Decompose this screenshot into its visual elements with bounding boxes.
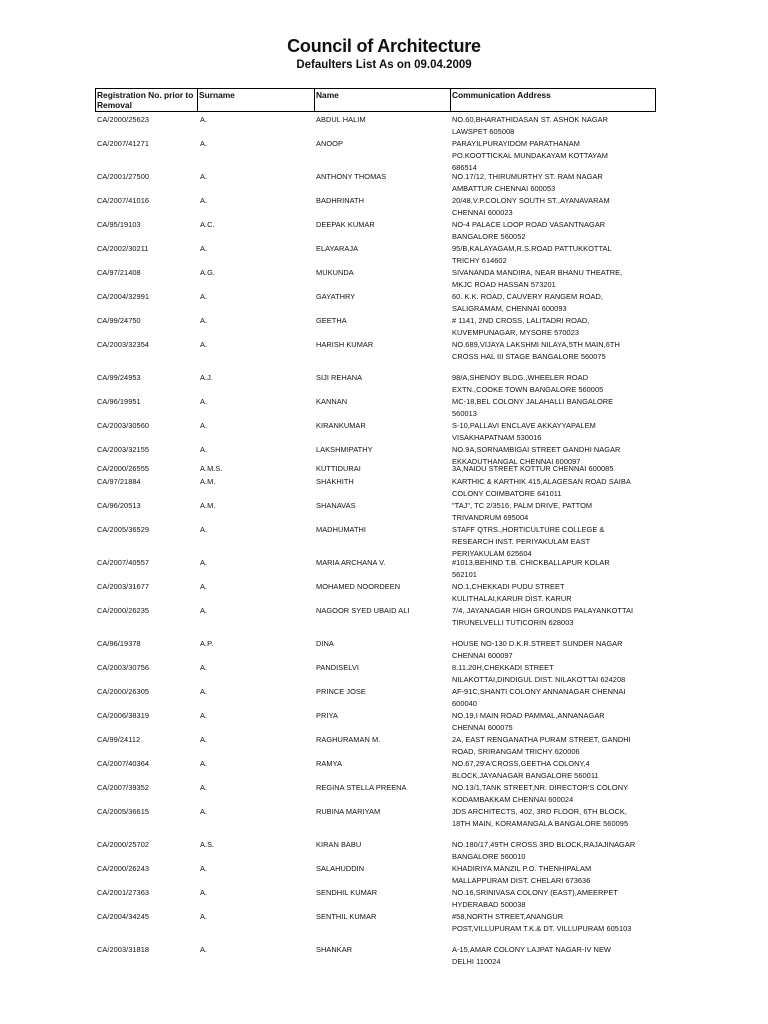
name: REGINA STELLA PREENA: [316, 783, 407, 792]
address-line: PO.KOOTTICKAL MUNDAKAYAM KOTTAYAM: [452, 151, 608, 161]
surname: A.: [200, 864, 208, 873]
address-line: KUVEMPUNAGAR, MYSORE 570023: [452, 328, 580, 338]
name: RAMYA: [316, 759, 342, 768]
surname: A.M.: [200, 477, 216, 486]
address-line: NO.1,CHEKKADI PUDU STREET: [452, 582, 565, 591]
address-line: 560013: [452, 409, 477, 419]
communication-address: [452, 339, 664, 363]
address-line: 18TH MAIN, KORAMANGALA BANGALORE 560095: [452, 819, 629, 829]
address-line: KHADIRIYA MANZIL P.O. THENHIPALAM: [452, 864, 592, 873]
communication-address: [452, 710, 664, 734]
communication-address: [452, 463, 664, 475]
name: PRINCE JOSE: [316, 687, 366, 696]
name: BADHRINATH: [316, 196, 364, 205]
address-line: NO-4 PALACE LOOP ROAD VASANTNAGAR: [452, 220, 606, 229]
surname: A.: [200, 759, 208, 768]
communication-address: [452, 758, 664, 782]
registration-no: CA/2007/41016: [97, 196, 150, 205]
registration-no: CA/2006/38319: [97, 711, 150, 720]
communication-address: [452, 605, 664, 629]
surname: A.: [200, 888, 208, 897]
registration-no: CA/2000/26305: [97, 687, 150, 696]
name: KIRANKUMAR: [316, 421, 366, 430]
address-line: SIVANANDA MANDIRA, NEAR BHANU THEATRE,: [452, 268, 623, 277]
registration-no: CA/2007/39352: [97, 783, 150, 792]
communication-address: [452, 581, 664, 605]
registration-no: CA/2003/32155: [97, 445, 150, 454]
address-line: #1013,BEHIND T.B. CHICKBALLAPUR KOLAR: [452, 558, 610, 567]
header-registration: Registration No. prior to Removal: [96, 89, 198, 111]
communication-address: [452, 420, 664, 444]
address-line: 686514: [452, 163, 477, 173]
address-line: EKKADUTHANGAL CHENNAI 600097: [452, 457, 581, 467]
address-line: CHENNAI 600075: [452, 723, 513, 733]
address-line: BANGALORE 560010: [452, 852, 526, 862]
name: MADHUMATHI: [316, 525, 367, 534]
registration-no: CA/96/20513: [97, 501, 141, 510]
surname: A.: [200, 340, 208, 349]
address-line: NO.180/17,49TH CROSS 3RD BLOCK,RAJAJINAGAR: [452, 840, 636, 849]
communication-address: [452, 476, 664, 500]
communication-address: [452, 267, 664, 291]
surname: A.: [200, 711, 208, 720]
address-line: NO.67,29'A'CROSS,GEETHA COLONY,4: [452, 759, 590, 768]
name: PANDISELVI: [316, 663, 359, 672]
communication-address: [452, 219, 664, 243]
address-line: PERIYAKULAM 625604: [452, 549, 532, 559]
communication-address: [452, 500, 664, 524]
address-line: RESEARCH INST. PERIYAKULAM EAST: [452, 537, 591, 547]
address-line: 2A, EAST RENGANATHA PURAM STREET, GANDHI: [452, 735, 631, 744]
address-line: NILAKOTTAI,DINDIGUL DIST. NILAKOTTAI 624208: [452, 675, 626, 685]
address-line: HYDERABAD 500038: [452, 900, 526, 910]
name: ANTHONY THOMAS: [316, 172, 387, 181]
name: NAGOOR SYED UBAID ALI: [316, 606, 410, 615]
address-line: STAFF QTRS.,HORTICULTURE COLLEGE &: [452, 525, 605, 534]
table-header: [95, 88, 656, 112]
address-line: 98/A,SHENOY BLDG.,WHEELER ROAD: [452, 373, 589, 382]
address-line: AF-91C,SHANTI COLONY ANNANAGAR CHENNAI: [452, 687, 626, 696]
registration-no: CA/2001/27363: [97, 888, 150, 897]
registration-no: CA/2000/25702: [97, 840, 150, 849]
surname: A.: [200, 558, 208, 567]
registration-no: CA/2005/36529: [97, 525, 150, 534]
address-line: 7/4, JAYANAGAR HIGH GROUNDS PALAYANKOTTAI: [452, 606, 634, 615]
registration-no: CA/2003/32354: [97, 340, 150, 349]
name: KIRAN BABU: [316, 840, 362, 849]
name: RUBINA MARIYAM: [316, 807, 381, 816]
address-line: MC-18,BEL COLONY JALAHALLI BANGALORE: [452, 397, 614, 406]
communication-address: [452, 863, 664, 887]
name: RAGHURAMAN M.: [316, 735, 381, 744]
name: SENTHIL KUMAR: [316, 912, 377, 921]
surname: A.: [200, 445, 208, 454]
address-line: NO.17/12, THIRUMURTHY ST. RAM NAGAR: [452, 172, 603, 181]
surname: A.J.: [200, 373, 213, 382]
name: GEETHA: [316, 316, 347, 325]
name: ELAYARAJA: [316, 244, 359, 253]
page-subtitle: Defaulters List As on 09.04.2009: [296, 59, 472, 71]
address-line: CHENNAI 600097: [452, 651, 513, 661]
surname: A.: [200, 139, 208, 148]
surname: A.: [200, 735, 208, 744]
address-line: VISAKHAPATNAM 530016: [452, 433, 542, 443]
registration-no: CA/2004/34245: [97, 912, 150, 921]
communication-address: [452, 315, 664, 339]
address-line: 95/B,KALAYAGAM,R.S.ROAD PATTUKKOTTAL: [452, 244, 612, 253]
name: MUKUNDA: [316, 268, 354, 277]
surname: A.C.: [200, 220, 215, 229]
surname: A.: [200, 421, 208, 430]
registration-no: CA/96/19378: [97, 639, 141, 648]
name: ANOOP: [316, 139, 343, 148]
name: DEEPAK KUMAR: [316, 220, 375, 229]
address-line: SALIGRAMAM, CHENNAI 600093: [452, 304, 567, 314]
address-line: MKJC ROAD HASSAN 573201: [452, 280, 556, 290]
registration-no: CA/2007/40557: [97, 558, 150, 567]
communication-address: [452, 291, 664, 315]
communication-address: [452, 839, 664, 863]
address-line: NO.16,SRINIVASA COLONY (EAST),AMEERPET: [452, 888, 618, 897]
communication-address: [452, 734, 664, 758]
name: SALAHUDDIN: [316, 864, 365, 873]
address-line: KODAMBAKKAM CHENNAI 600024: [452, 795, 574, 805]
communication-address: [452, 662, 664, 686]
address-line: JDS ARCHITECTS, 402, 3RD FLOOR, 6TH BLOCK,: [452, 807, 627, 816]
name: SIJI REHANA: [316, 373, 363, 382]
communication-address: [452, 114, 664, 138]
address-line: MALLAPPURAM DIST. CHELARI 673636: [452, 876, 591, 886]
registration-no: CA/97/21408: [97, 268, 141, 277]
registration-no: CA/2002/30211: [97, 244, 149, 253]
name: SHANAVAS: [316, 501, 356, 510]
surname: A.: [200, 196, 208, 205]
communication-address: [452, 806, 664, 830]
registration-no: CA/2003/30756: [97, 663, 150, 672]
registration-no: CA/2003/31677: [97, 582, 150, 591]
address-line: #58,NORTH STREET,ANANGUR: [452, 912, 564, 921]
header-name: Name: [315, 89, 451, 111]
communication-address: [452, 171, 664, 195]
surname: A.: [200, 582, 208, 591]
surname: A.: [200, 292, 208, 301]
surname: A.: [200, 244, 208, 253]
address-line: 20/48,V.P.COLONY SOUTH ST.,AYANAVARAM: [452, 196, 610, 205]
address-line: CHENNAI 600023: [452, 208, 513, 218]
address-line: TIRUNELVELLI TUTICORIN 628003: [452, 618, 574, 628]
name: MARIA ARCHANA V.: [316, 558, 386, 567]
registration-no: CA/97/21884: [97, 477, 141, 486]
surname: A.: [200, 397, 208, 406]
surname: A.S.: [200, 840, 215, 849]
address-line: LAWSPET 605008: [452, 127, 515, 137]
name: PRIYA: [316, 711, 338, 720]
registration-no: CA/2003/31818: [97, 945, 150, 954]
communication-address: [452, 782, 664, 806]
name: GAYATHRY: [316, 292, 356, 301]
name: SHANKAR: [316, 945, 353, 954]
address-line: NO.13/1,TANK STREET,NR. DIRECTOR'S COLONY: [452, 783, 629, 792]
address-line: 600040: [452, 699, 477, 709]
surname: A.: [200, 172, 208, 181]
surname: A.: [200, 606, 208, 615]
address-line: NO.60,BHARATHIDASAN ST. ASHOK NAGAR: [452, 115, 609, 124]
surname: A.G.: [200, 268, 215, 277]
registration-no: CA/2000/26555: [97, 464, 150, 473]
address-line: POST,VILLUPURAM T.K.& DT. VILLUPURAM 605103: [452, 924, 632, 934]
communication-address: [452, 138, 664, 175]
name: ABDUL HALIM: [316, 115, 366, 124]
surname: A.: [200, 783, 208, 792]
name: KANNAN: [316, 397, 348, 406]
surname: A.: [200, 115, 208, 124]
registration-no: CA/2007/41271: [97, 139, 150, 148]
address-line: A-15,AMAR COLONY LAJPAT NAGAR-IV NEW: [452, 945, 611, 954]
surname: A.: [200, 663, 208, 672]
header-surname: Surname: [198, 89, 315, 111]
address-line: 8.11.20H,CHEKKADI STREET: [452, 663, 554, 672]
communication-address: [452, 887, 664, 911]
communication-address: [452, 638, 664, 662]
address-line: DELHI 110024: [452, 957, 501, 967]
header-address: Communication Address: [452, 90, 551, 100]
registration-no: CA/99/24953: [97, 373, 141, 382]
address-line: ROAD, SRIRANGAM TRICHY 620006: [452, 747, 580, 757]
address-line: AMBATTUR CHENNAI 600053: [452, 184, 556, 194]
address-line: TRIVANDRUM 695004: [452, 513, 529, 523]
registration-no: CA/2004/32991: [97, 292, 150, 301]
name: DINA: [316, 639, 334, 648]
address-line: # 1141, 2ND CROSS, LALITADRI ROAD,: [452, 316, 590, 325]
surname: A.: [200, 316, 208, 325]
surname: A.: [200, 912, 208, 921]
communication-address: [452, 686, 664, 710]
page-title: Council of Architecture: [287, 36, 481, 56]
address-line: HOUSE NO-130 D.K.R.STREET SUNDER NAGAR: [452, 639, 623, 648]
registration-no: CA/2000/26243: [97, 864, 150, 873]
name: MOHAMED NOORDEEN: [316, 582, 401, 591]
address-line: NO.19,I MAIN ROAD PAMMAL,ANNANAGAR: [452, 711, 605, 720]
registration-no: CA/2001/27500: [97, 172, 150, 181]
address-line: NO.689,VIJAYA LAKSHMI NILAYA,5TH MAIN,6TH: [452, 340, 620, 349]
name: HARISH KUMAR: [316, 340, 374, 349]
communication-address: [452, 396, 664, 420]
communication-address: [452, 944, 664, 968]
communication-address: [452, 557, 664, 581]
registration-no: CA/2000/26235: [97, 606, 150, 615]
address-line: CROSS HAL III STAGE BANGALORE 560075: [452, 352, 606, 362]
registration-no: CA/2000/25623: [97, 115, 150, 124]
communication-address: [452, 911, 664, 935]
address-line: EXTN.,COOKE TOWN BANGALORE 560005: [452, 385, 604, 395]
name: SHAKHITH: [316, 477, 354, 486]
name: SENDHIL KUMAR: [316, 888, 378, 897]
address-line: "TAJ", TC 2/3516, PALM DRIVE, PATTOM: [452, 501, 593, 510]
surname: A.M.: [200, 501, 216, 510]
address-line: TRICHY 614602: [452, 256, 507, 266]
address-line: PARAYILPURAYIDOM PARATHANAM: [452, 139, 580, 148]
name: LAKSHMIPATHY: [316, 445, 373, 454]
registration-no: CA/99/24750: [97, 316, 141, 325]
communication-address: [452, 243, 664, 267]
address-line: KULITHALAI,KARUR DIST. KARUR: [452, 594, 572, 604]
address-line: BANGALORE 560052: [452, 232, 526, 242]
surname: A.: [200, 807, 208, 816]
surname: A.M.S.: [200, 464, 223, 473]
surname: A.: [200, 525, 208, 534]
registration-no: CA/2007/40364: [97, 759, 150, 768]
address-line: 562101: [452, 570, 477, 580]
communication-address: [452, 524, 664, 561]
address-line: 3A,NAIDU STREET KOTTUR CHENNAI 600085: [452, 464, 614, 473]
address-line: NO.9A,SORNAMBIGAI STREET GANDHI NAGAR: [452, 445, 621, 454]
name: KUTTIDURAI: [316, 464, 361, 473]
address-line: KARTHIC & KARTHIK 415,ALAGESAN ROAD SAIBA: [452, 477, 631, 486]
address-line: COLONY COIMBATORE 641011: [452, 489, 562, 499]
registration-no: CA/99/24112: [97, 735, 141, 744]
registration-no: CA/96/19951: [97, 397, 141, 406]
address-line: 60. K.K. ROAD, CAUVERY RANGEM ROAD,: [452, 292, 603, 301]
registration-no: CA/2003/30560: [97, 421, 150, 430]
address-line: BLOCK,JAYANAGAR BANGALORE 560011: [452, 771, 599, 781]
registration-no: CA/95/19103: [97, 220, 141, 229]
communication-address: [452, 372, 664, 396]
communication-address: [452, 195, 664, 219]
surname: A.: [200, 687, 208, 696]
registration-no: CA/2005/36615: [97, 807, 150, 816]
address-line: S-10,PALLAVI ENCLAVE AKKAYYAPALEM: [452, 421, 596, 430]
surname: A.: [200, 945, 208, 954]
surname: A.P.: [200, 639, 214, 648]
